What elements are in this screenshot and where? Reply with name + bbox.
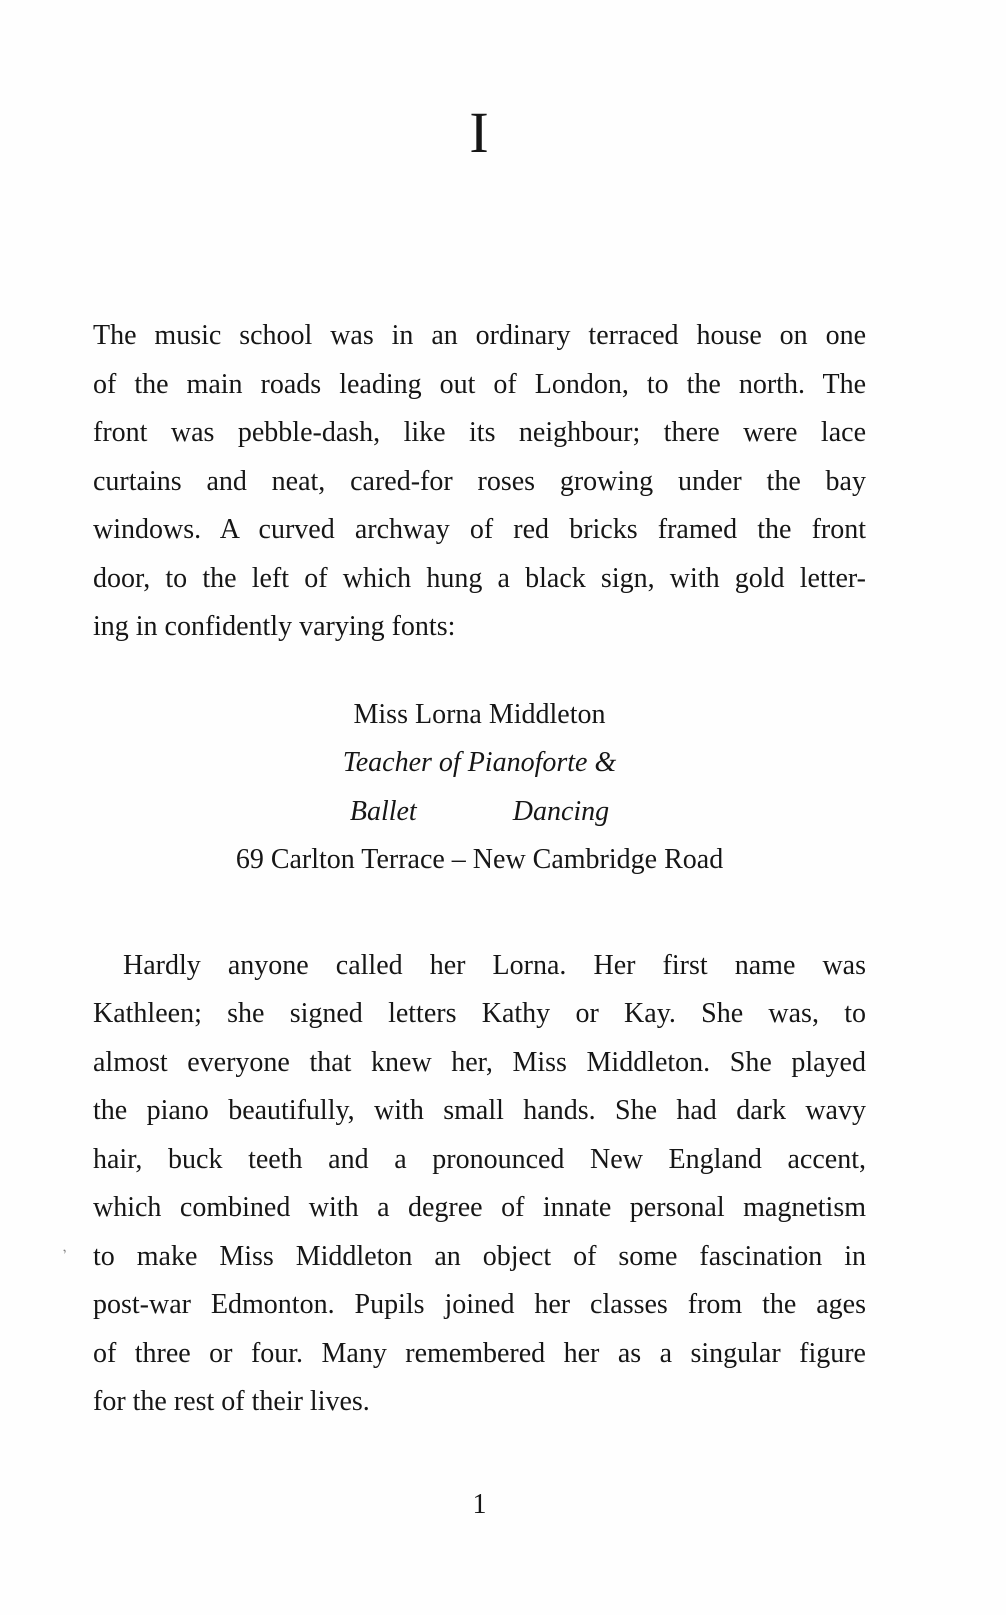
- body-text-line: of the main roads leading out of London, to the north. The: [93, 368, 866, 400]
- body-text-line: for the rest of their lives.: [93, 1386, 370, 1417]
- text-column: [93, 0, 866, 1529]
- body-text-line: hair, buck teeth and a pronounced New England accent,: [93, 1143, 866, 1175]
- sign-text-block: [93, 691, 866, 885]
- body-text-line: to make Miss Middleton an object of some fascination in: [93, 1240, 866, 1272]
- body-text-line: ing in confidently varying fonts:: [93, 611, 456, 642]
- body-text-line: the piano beautifully, with small hands. She had dark wavy: [93, 1095, 866, 1126]
- sign-subject-ballet: Ballet: [349, 795, 417, 827]
- sign-subjects-line: [93, 788, 866, 837]
- chapter-heading: I: [469, 100, 490, 165]
- body-text-line: windows. A curved archway of red bricks framed the front: [93, 514, 866, 545]
- scan-artifact-speck: ‚: [58, 1238, 69, 1256]
- sign-subject-dancing: Dancing: [512, 795, 610, 827]
- body-text-line: of three or four. Many remembered her as a singular figure: [93, 1337, 866, 1369]
- body-text-line: door, to the left of which hung a black sign, with gold letter-: [93, 562, 866, 594]
- body-text-line: front was pebble-dash, like its neighbour; there were lace: [93, 417, 866, 448]
- paragraph-opening: [93, 312, 866, 652]
- sign-address-line: 69 Carlton Terrace – New Cambridge Road: [235, 844, 724, 875]
- sign-name-line: Miss Lorna Middleton: [353, 698, 606, 730]
- body-text-line: almost everyone that knew her, Miss Middleton. She played: [93, 1046, 866, 1078]
- body-text-line: which combined with a degree of innate personal magnetism: [93, 1192, 866, 1223]
- body-text-line: curtains and neat, cared-for roses growing under the bay: [93, 465, 866, 497]
- body-text-line: Kathleen; she signed letters Kathy or Kay. She was, to: [93, 998, 866, 1029]
- paragraph-main: [93, 942, 866, 1427]
- body-text-line: post-war Edmonton. Pupils joined her classes from the ages: [93, 1289, 866, 1320]
- body-text-line: The music school was in an ordinary terraced house on one: [93, 320, 866, 351]
- body-text-line: Hardly anyone called her Lorna. Her first name was: [123, 949, 866, 981]
- page-number: 1: [472, 1488, 487, 1520]
- sign-role-line: Teacher of Pianoforte &: [342, 747, 617, 778]
